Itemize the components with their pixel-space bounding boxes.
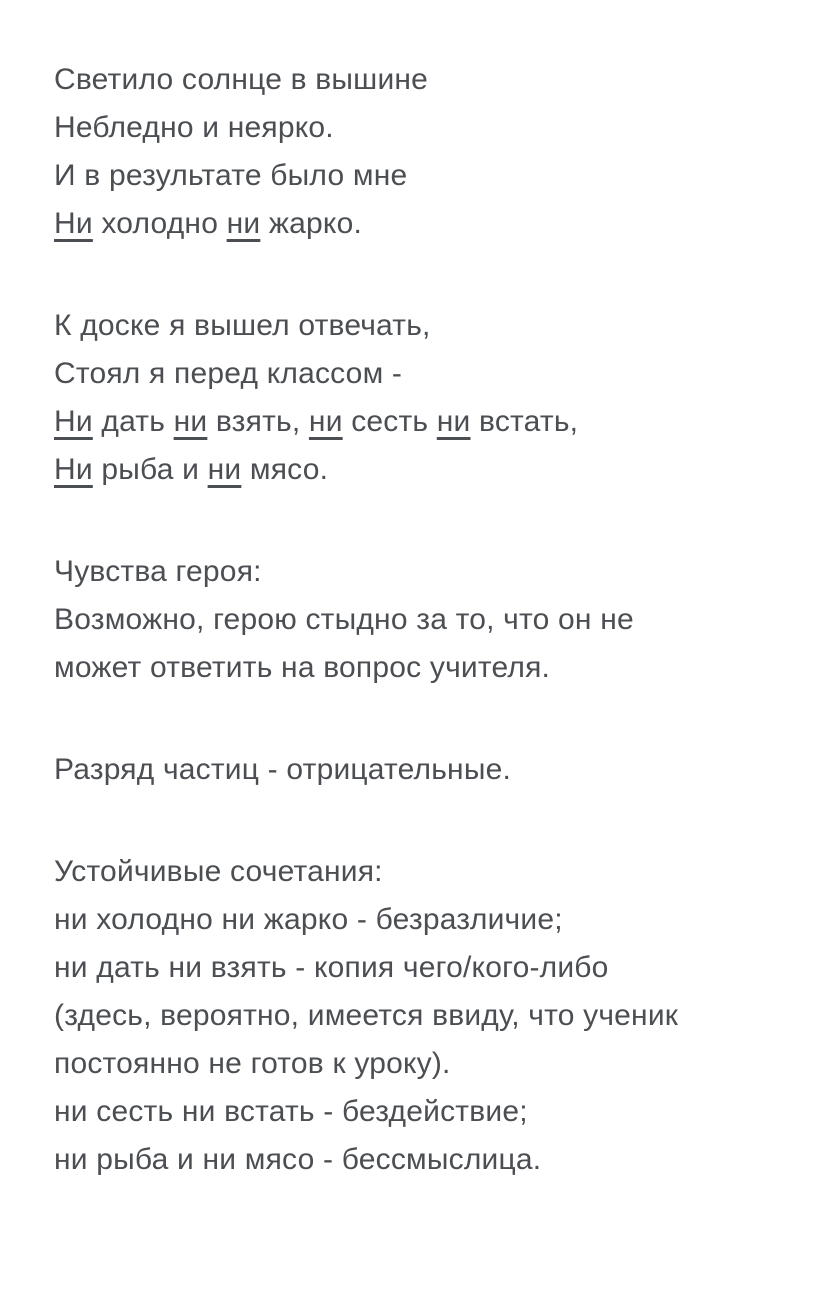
text-line [54,1136,796,1184]
text-segment: встать, [470,405,579,438]
text-segment: сесть [342,405,437,438]
underlined-particle: Ни [54,453,93,486]
underlined-particle: ни [308,405,343,438]
text-segment: ни рыба и ни мясо - бессмыслица. [54,1143,542,1176]
underlined-particle: ни [436,405,471,438]
text-segment: И в результате было мне [54,159,408,192]
text-line [54,548,796,596]
poem-line [54,152,796,200]
text-segment: Небледно и неярко. [54,111,334,144]
poem-stanza-2 [54,302,796,494]
text-line [54,848,796,896]
text-segment: Устойчивые сочетания: [54,855,383,888]
text-segment: холодно [92,207,227,240]
poem-line [54,200,796,248]
text-line [54,896,796,944]
poem-line [54,446,796,494]
text-segment: мясо. [241,453,329,486]
text-segment: Возможно, герою стыдно за то, что он не [54,603,634,636]
poem-line [54,398,796,446]
text-segment: Светило солнце в вышине [54,63,429,96]
poem-line [54,104,796,152]
text-segment: рыба и [92,453,208,486]
text-segment: ни дать ни взять - копия чего/кого-либо [54,951,609,984]
underlined-particle: ни [173,405,208,438]
underlined-particle: ни [226,207,261,240]
text-segment: ни сесть ни встать - бездействие; [54,1095,528,1128]
underlined-particle: Ни [54,207,93,240]
text-line [54,992,796,1040]
text-segment: (здесь, вероятно, имеется ввиду, что ученик [54,999,679,1032]
text-segment: Разряд частиц - отрицательные. [54,753,511,786]
set-phrases-paragraph [54,848,796,1184]
text-line [54,1040,796,1088]
hero-feelings-paragraph [54,548,796,692]
text-segment: Чувства героя: [54,555,262,588]
text-segment: ни холодно ни жарко - безразличие; [54,903,563,936]
text-line [54,944,796,992]
text-line [54,1088,796,1136]
text-line [54,596,796,644]
text-segment: жарко. [260,207,363,240]
underlined-particle: Ни [54,405,93,438]
particle-category-paragraph [54,746,796,794]
text-segment: дать [92,405,174,438]
poem-line [54,350,796,398]
text-segment: К доске я вышел отвечать, [54,309,431,342]
text-segment: может ответить на вопрос учителя. [54,651,551,684]
poem-stanza-1 [54,56,796,248]
underlined-particle: ни [207,453,242,486]
text-segment: Стоял я перед классом - [54,357,403,390]
text-line [54,746,796,794]
text-line [54,644,796,692]
poem-line [54,56,796,104]
poem-line [54,302,796,350]
text-segment: постоянно не готов к уроку). [54,1047,451,1080]
text-segment: взять, [207,405,309,438]
